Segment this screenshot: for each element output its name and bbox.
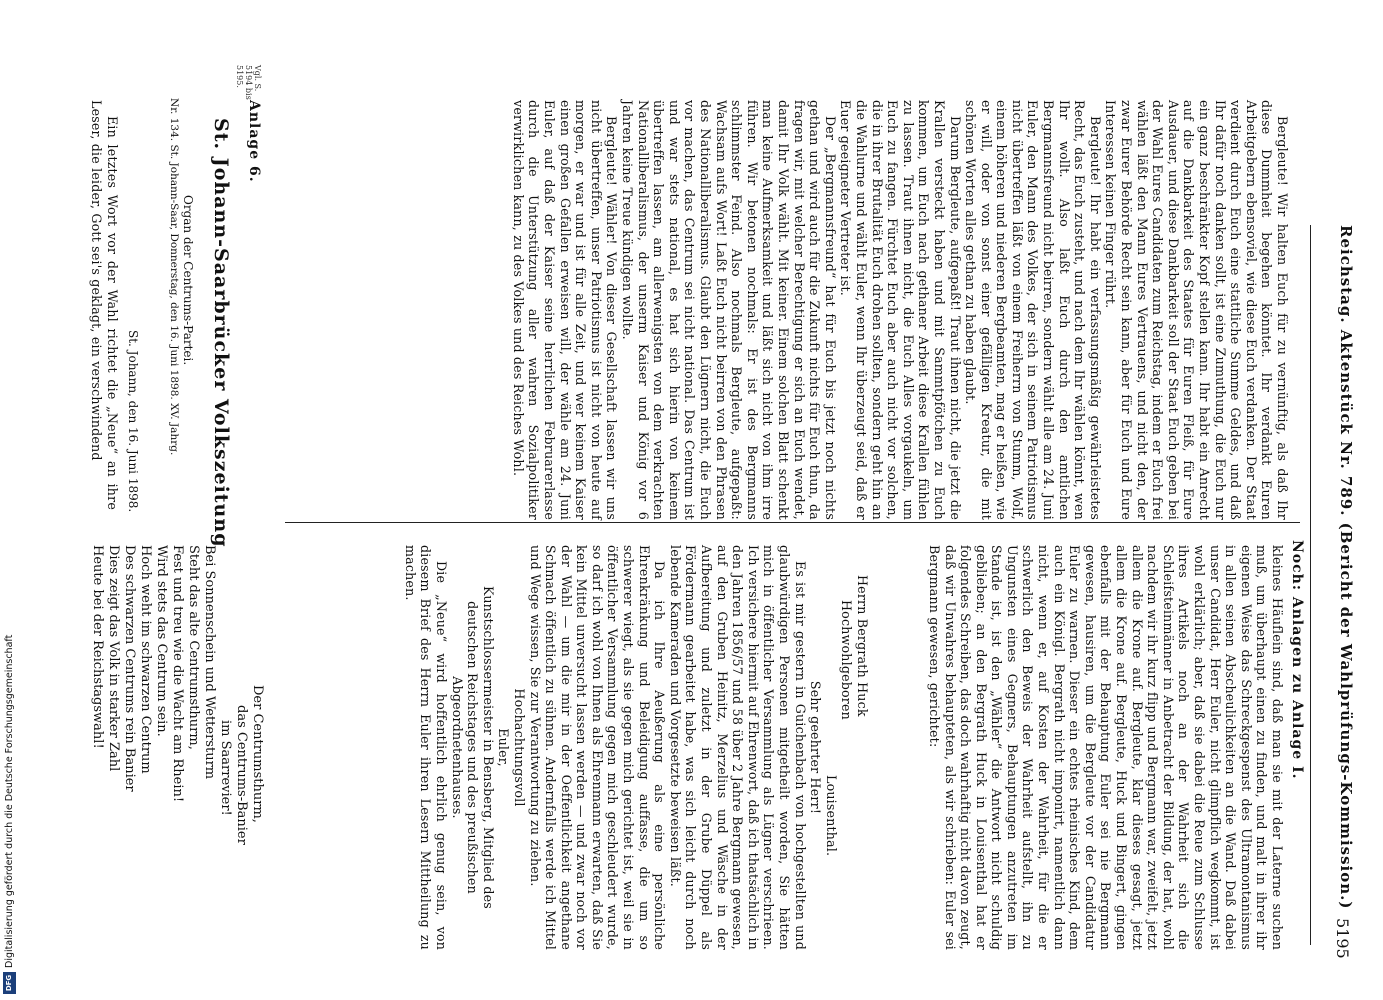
poem-line: Bei Sonnenschein und Wettersturm (202, 545, 217, 780)
poem-line: Fest und treu wie die Wacht am Rhein! (170, 545, 185, 803)
anlage-6-paragraph: Ein letztes Wort vor der Wahl richtet die „Neue“ an ihre Leser, die leider, Gott sei's geklagt, ein verschwindend (89, 100, 120, 510)
letter-block (402, 545, 870, 950)
margin-note: Vgl. S. 5194 bis 5195. (235, 65, 262, 100)
letter-place: Louisenthal. (823, 775, 839, 857)
newspaper-organ: Organ der Centrums-Partei. (181, 195, 195, 366)
running-header: Reichstag. Aktenstück Nr. 789. (Bericht der Wahlprüfungs-Kommission.) (1337, 225, 1355, 910)
letter-honorific: Hochwohlgeboren (839, 600, 855, 720)
letter-paragraph-2: Da ich Ihre Aeußerung als eine persönliche Ehrenkränkung und Beleidigung auffasse, die um so schwerer wiegt, als sie gegen mich gerichtet ist, weil sie in öffentlicher Versammlung gegen mich geschleudert wurde, so darf ich wohl von Ihnen als Ehrenmann erwarten, daß Sie kein Mittel unversucht lassen werden — und zwar noch vor der Wahl — um die mir in der Oeffentlichkeit angethane Schmach öffentlich zu sühnen. Andernfalls werde ich Mittel und Wege wissen, Sie zur Verantwortung zu ziehen. (527, 545, 668, 950)
poem-line: Dies zeigt das Volk in starker Zahl (106, 545, 121, 772)
left-column-continuation (926, 545, 1285, 950)
anlage-6-body (89, 100, 120, 510)
poem-line: Heute bei der Reichstagswahl! (90, 545, 105, 749)
poem-line: im Saarrevier! (218, 720, 233, 816)
continuation-paragraph: kleines Häuflein sind, daß man sie mit der Laterne suchen muß, um überhaupt einen zu finden, und malt in ihrer ihr eigenen Weise das Schreckgespenst des Ultramontanismus in allen seinen Abscheulichkeiten an die Wand. Daß dabei unser Candidat, Herr Euler, nicht glimpflich wegkommt, ist wohl erklärlich; aber, daß sie dabei die Reue zum Schlusse ihres Artikels noch an der Wahrheit sich die Schleifsteinmänner in Anbetracht der Bildung, der hat, wohl nachdem wir ihr kurz flipp und Bergmann war, zweifelt, jetzt allem die Krone auf. Bergleute, klar dieses gesagt, jetzt allem die Krone auf. Bergleute, Huck und Bingert, gingen ebenfalls mit der Behauptung Euler sei nie Bergmann gewesen, hausiren, um die Bergleute vor der Candidatur Euler zu warnen. Dieser ein echtes rheinisches Kind, dem auch ein Königl. Bergrath nicht imponirt, namentlich dann nicht, wenn er, auf Kosten der Wahrheit, für die er schwerlich den Beweis der Wahrheit aufstellt, ihn zu Ungunsten eines Gegners, Behauptungen anzutreten im Stande ist, ist den „Wähler“ die Antwort nicht schuldig geblieben; an den Bergrath Huck in Louisenthal hat er folgendes Schreiben, das doch wahrhaftig nicht davon zeugt, daß wir Unwahres behaupteten, als wir schrieben: Euler sei Bergmann gewesen, gerichtet: (926, 545, 1285, 950)
column-divider (285, 522, 1300, 523)
poem (89, 545, 265, 955)
signature-title: Kunstschlossermeister in Bensberg, Mitglied des deutschen Reichstages und des preußischen Abgeordnetenhauses. (449, 586, 496, 909)
page-number: 5195 (1333, 918, 1352, 959)
digitization-note: Digitalisierung gefördert durch die Deutsche Forschungsgemeinschaft (4, 634, 15, 968)
poem-line: Wird stets das Centrum sein. (154, 545, 169, 737)
letter-paragraph-1: Es ist mir gestern in Guichenbach von hochgestellten und glaubwürdigen Personen mitgetheilt worden, Sie hätten mich in öffentlicher Versammlung als Lügner verschrieen. Ich versichere hiermit auf Ehrenwort, daß ich thatsächlich in den Jahren 1856/57 und 58 über 2 Jahre Bergmann gewesen, auf den Gruben Heinitz, Merzelius und Wäsche in der Aufbereitung und zuletzt in der Grube Düppel als Fördermann gearbeitet habe, was sich leicht durch noch lebende Kameraden und Vorgesetzte beweisen läßt. (667, 545, 808, 950)
letter-salutation: Sehr geehrter Herr! (808, 680, 824, 815)
dfg-badge-text: DFG (5, 974, 14, 992)
paragraph-2: Bergleute! Ihr habt ein verfassungsmäßig gewährleistetes Recht, das Euch zusteht, und nach dem Ihr wählen könnt, wen Ihr wollt. Also laßt Euch durch den amtlichen Bergmannsfreund nicht beirren, sondern wählt alle am 24. Juni Euler, den Mann des Volkes, der sich in seinem Patriotismus nicht übertreffen läßt von einem Freiherrn von Stumm, Wolf, einem höheren und niederen Bergbeamten, mag er heißen, wie er will, oder von sonst einer gefälligen Kreatur, die mit schönen Worten alles gethan zu haben glaubt. (963, 100, 1103, 520)
right-column-text (1289, 95, 1305, 515)
dateline: St. Johann, den 16. Juni 1898. (126, 330, 140, 513)
letter-closing: Hochachtungsvoll (511, 688, 527, 807)
poem-line: Des schwarzen Centrums rein Banier (122, 545, 137, 792)
section-heading (1289, 95, 1305, 515)
left-column-heading: Noch: Anlagen zu Anlage I. (1289, 540, 1305, 780)
paragraph-1: Bergleute! Wir halten Euch für zu vernünftig, als daß Ihr diese Dummheit begehen könntet. Ihr verdankt Euren Arbeitgebern ebensoviel, wie diese Euch verdanken. Der Staat verdient durch Euch eine stattliche Summe Geldes, und daß Ihr dafür noch danken sollt, ist eine Zumuthung, die Euch nur ein ganz beschränkter Kopf stellen kann. Ihr habt ein Anrecht auf die Dankbarkeit des Staates für Euren Fleiß, für Eure Ausdauer, und diese Dankbarkeit soll der Staat Euch geben bei der Wahl Eures Candidaten zum Reichstag, indem er Euch frei wählen läßt den Mann Eures Vertrauens, und nicht den, der zwar Eurer Behörde Recht sein kann, aber für Euch und Eure Interessen keinen Finger rührt. (1103, 100, 1290, 520)
header-rule (1310, 225, 1311, 945)
paragraph-3: Darum Bergleute, aufgepaßt! Traut ihnen nicht, die jetzt die Krallen versteckt haben und mit Sammtpfötchen zu Euch kommen, um Euch nach gethaner Arbeit diese Krallen fühlen zu lassen. Traut ihnen nicht, die Euch Alles vorgaukeln, um Euch zu fangen. Fürchtet Euch aber auch nicht vor solchen, die in ihrer Brutalität Euch drohen sollten, sondern geht hin an die Wahlurne und wählt Euler, wenn Ihr überzeugt seid, daß er Euer geeigneter Vertreter ist. (838, 100, 963, 520)
poem-line: das Centrums-Banier (234, 705, 249, 845)
letter-addressee: Herrn Bergrath Huck (855, 575, 870, 717)
anlage-6-label: Anlage 6. (246, 100, 262, 183)
paragraph-5: Bergleute! Wähler! Von dieser Gesellschaft lassen wir uns nicht übertreffen, unser Patriotismus ist nicht von heute auf morgen, er war und ist für alle Zeit, und wer keinem Kaiser einen großen Gefallen erweisen will, der wähle am 24. Juni Euler, auf daß der Kaiser seine herrlichen Februarerlasse durch die Unterstützung aller wahren Sozialpolitiker verwirklichen kann, zu des Volkes und des Reiches Wohl. (510, 100, 620, 520)
letter-signature: Euler, (496, 728, 512, 767)
right-column-paragraphs (510, 100, 1290, 520)
poem-line: Der Centrumsthurm, (250, 685, 265, 823)
issue-line: Nr. 134. St. Johann-Saar, Donnerstag, den 16. Juni 1898. XV. Jahrg. (168, 98, 180, 456)
dfg-logo-icon (3, 972, 16, 994)
newspaper-title: St. Johann-Saarbrücker Volkszeitung (210, 118, 232, 548)
paragraph-4: Der „Bergmannsfreund“ hat für Euch bis jetzt noch nichts gethan und wird auch für die Zukunft nichts für Euch thun, da fragen wir, mit welcher Berechtigung er sich an Euch wendet, damit Ihr Volk wählt. Mit keiner. Einem solchen Blatt schenkt man keine Aufmerksamkeit und läßt sich nicht von ihm irre führen. Wir betonen nochmals: Er ist des Bergmanns schlimmster Feind. Also nochmals Bergleute, aufgepaßt: Wachsam aufs Wort! Laßt Euch nicht beirren von den Phrasen des Nationalliberalismus. Glaubt den Lügnern nicht, die Euch vor machen, das Centrum sei nicht national. Das Centrum ist und war stets national, es hat sich hierin von keinem übertreffen lassen, am allerwenigsten von dem verkrachten Nationalliberalismus, der unserm Kaiser und König vor 6 Jahren keine Treue kündigen wollte. (620, 100, 838, 520)
after-letter-paragraph: Die „Neue“ wird hoffentlich ehrlich genug sein, von diesem Brief des Herrn Euler ihren Lesern Mittheilung zu machen. (402, 545, 449, 950)
poem-line: Hoch weht im schwarzen Centrum (138, 545, 153, 774)
poem-line: Steht das alte Centrumsthurm, (186, 545, 201, 750)
